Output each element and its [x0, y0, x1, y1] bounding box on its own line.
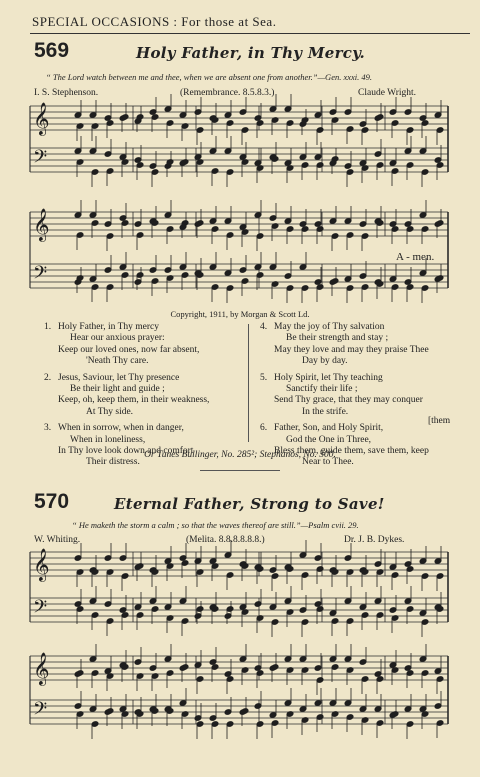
hymn-title-569: Holy Father, in Thy Mercy. — [136, 44, 366, 62]
subsection-title: For those at Sea. — [181, 14, 277, 29]
stanza-1 — [44, 322, 244, 368]
stanza-number: 3. — [44, 423, 52, 434]
treble-clef-icon: 𝄞 — [33, 104, 50, 135]
stanza-line: May the joy of Thy salvation — [274, 322, 385, 332]
author-569: I. S. Stephenson. — [34, 88, 99, 98]
scripture-quote-570: “ He maketh the storm a calm ; so that the waves thereof are still.”—Psalm cvii. 29. — [72, 520, 359, 530]
stanza-line: Keep our loved ones, now far absent, — [58, 344, 200, 355]
bass-clef-icon: 𝄢 — [33, 596, 48, 621]
stanza-line: May they love and may they praise Thee — [274, 344, 429, 355]
verses-left — [44, 322, 244, 469]
other-tunes-569: Or Tunes Bullinger, No. 285²; Stephanos, No. 500. — [144, 450, 336, 460]
bass-clef-icon: 𝄢 — [33, 698, 48, 723]
stanza-number: 4. — [260, 322, 268, 332]
stanza-line: In Thy love look down and comfort — [58, 446, 194, 457]
stanza-line: Hear our anxious prayer: — [70, 333, 165, 344]
tune-569: (Remembrance. 8.5.8.3.) — [180, 88, 275, 98]
section-title: SPECIAL OCCASIONS : — [32, 14, 178, 29]
bass-clef-icon: 𝄢 — [33, 262, 48, 287]
treble-clef-icon: 𝄞 — [33, 550, 50, 581]
composer-569: Claude Wright. — [358, 88, 417, 98]
stanza-number: 2. — [44, 372, 52, 383]
composer-570: Dr. J. B. Dykes. — [344, 535, 405, 545]
stanza-line: Their distress. — [86, 457, 140, 468]
stanza-line: Holy Spirit, let Thy teaching — [274, 372, 383, 383]
treble-clef-icon: 𝄞 — [33, 654, 50, 685]
stanza-line: Day by day. — [302, 356, 348, 367]
stanza-line: Father, Son, and Holy Spirit, — [274, 423, 384, 434]
stanza-2 — [44, 373, 244, 419]
stanza-line: In the strife. — [302, 406, 349, 417]
stanza-line: Bless them, guide them, save them, keep — [274, 446, 429, 457]
stanza-line: Be their light and guide ; — [70, 384, 165, 395]
hymn-number-569: 569 — [34, 39, 70, 62]
hymn-number-570: 570 — [34, 490, 70, 513]
stanza-line: Be their strength and stay ; — [286, 333, 389, 344]
stanza-number: 5. — [260, 372, 268, 383]
stanza-line: When in sorrow, when in danger, — [58, 423, 184, 434]
stanza-line: Near to Thee. — [302, 457, 354, 468]
section-divider — [200, 470, 280, 471]
treble-clef-icon: 𝄞 — [33, 210, 50, 241]
stanza-number: 1. — [44, 322, 52, 332]
bass-clef-icon: 𝄢 — [33, 146, 48, 171]
author-570: W. Whiting. — [34, 535, 81, 545]
stanza-line: At Thy side. — [86, 406, 134, 417]
stanza-line: God the One in Three, — [286, 434, 372, 445]
stanza-number: 6. — [260, 423, 268, 434]
verses-right — [260, 322, 475, 469]
stanza-line: Holy Father, in Thy mercy — [58, 322, 160, 332]
stanza-5 — [260, 373, 475, 419]
column-divider — [248, 324, 249, 442]
stanza-line: Jesus, Saviour, let Thy presence — [58, 372, 180, 383]
stanza-line: When in loneliness, — [70, 434, 146, 445]
overflow-word: [them — [428, 416, 451, 426]
stanza-3 — [44, 423, 244, 469]
stanza-line: Send Thy grace, that they may conquer — [274, 395, 423, 406]
stanza-4 — [260, 322, 475, 368]
stanza-line: Sanctify their life ; — [286, 384, 358, 395]
stanza-line: 'Neath Thy care. — [86, 356, 149, 367]
tune-570: (Melita. 8.8.8.8.8.8.) — [186, 535, 265, 545]
hymn-title-570: Eternal Father, Strong to Save! — [114, 495, 385, 513]
amen-569: A - men. — [396, 251, 435, 263]
scripture-quote-569: “ The Lord watch between me and thee, when we are absent one from another.”—Gen. xxxi. 49. — [46, 72, 373, 82]
copyright-569: Copyright, 1911, by Morgan & Scott Ld. — [170, 309, 310, 319]
stanza-line: Keep, oh, keep them, in their weakness, — [58, 395, 210, 406]
stanza-6 — [260, 423, 475, 469]
